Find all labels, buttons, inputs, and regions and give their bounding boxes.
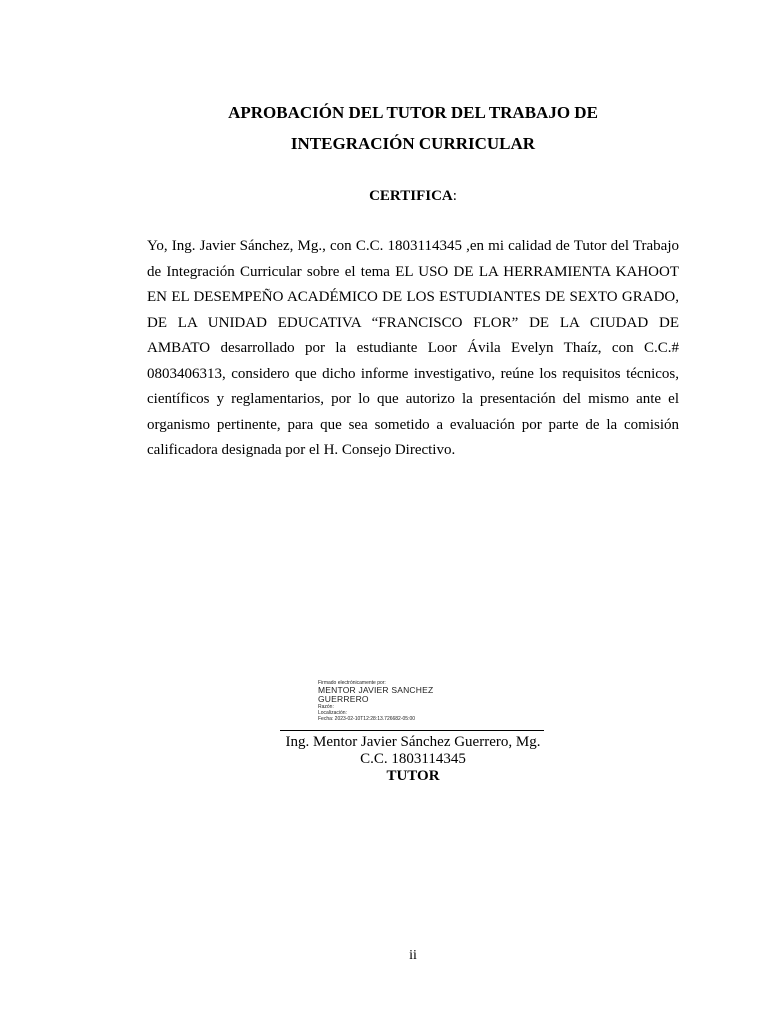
page-number: ii [409, 948, 417, 963]
signature-date: Fecha: 2023-02-10T12:28:13.726682-05:00 [318, 716, 416, 722]
electronic-signature-stamp [318, 680, 433, 722]
tutor-block [0, 734, 770, 785]
certification-body: Yo, Ing. Javier Sánchez, Mg., con C.C. 1803114345 ,en mi calidad de Tutor del Trabajo de Integración Curricular sobre el tema EL USO DE LA HERRAMIENTA KAHOOT EN EL DESEMPEÑO ACADÉMICO DE LOS ESTUDIANTES DE SEXTO GRADO, DE LA UNIDAD EDUCATIVA “FRANCISCO FLOR” DE LA CIUDAD DE AMBATO desarrollado por la estudiante Loor Ávila Evelyn Thaíz, con C.C.# 0803406313, considero que dicho informe investigativo, reúne los requisitos técnicos, científicos y reglamentarios, por lo que autorizo la presentación del mismo ante el organismo pertinente, para que sea sometido a evaluación por parte de la comisión calificadora designada por el H. Consejo Directivo. [147, 238, 679, 458]
signature-signed-by-label: Firmado electrónicamente por: [318, 680, 386, 686]
tutor-role: TUTOR [386, 768, 440, 784]
signature-reason: Razón: [318, 704, 334, 710]
tutor-name: Ing. Mentor Javier Sánchez Guerrero, Mg. [285, 734, 541, 750]
document-title-line-1: APROBACIÓN DEL TUTOR DEL TRABAJO DE [228, 103, 598, 122]
signature-line [280, 730, 544, 731]
signature-name-line-1: MENTOR JAVIER SANCHEZ [318, 685, 434, 695]
tutor-id: C.C. 1803114345 [360, 751, 466, 767]
certifica-label: CERTIFICA [369, 188, 453, 204]
signature-location: Localización: [318, 710, 347, 716]
document-title-line-2: INTEGRACIÓN CURRICULAR [290, 134, 536, 153]
certifica-heading [0, 186, 770, 206]
signature-name-line-2: GUERRERO [318, 694, 369, 704]
certifica-colon: : [452, 188, 457, 204]
